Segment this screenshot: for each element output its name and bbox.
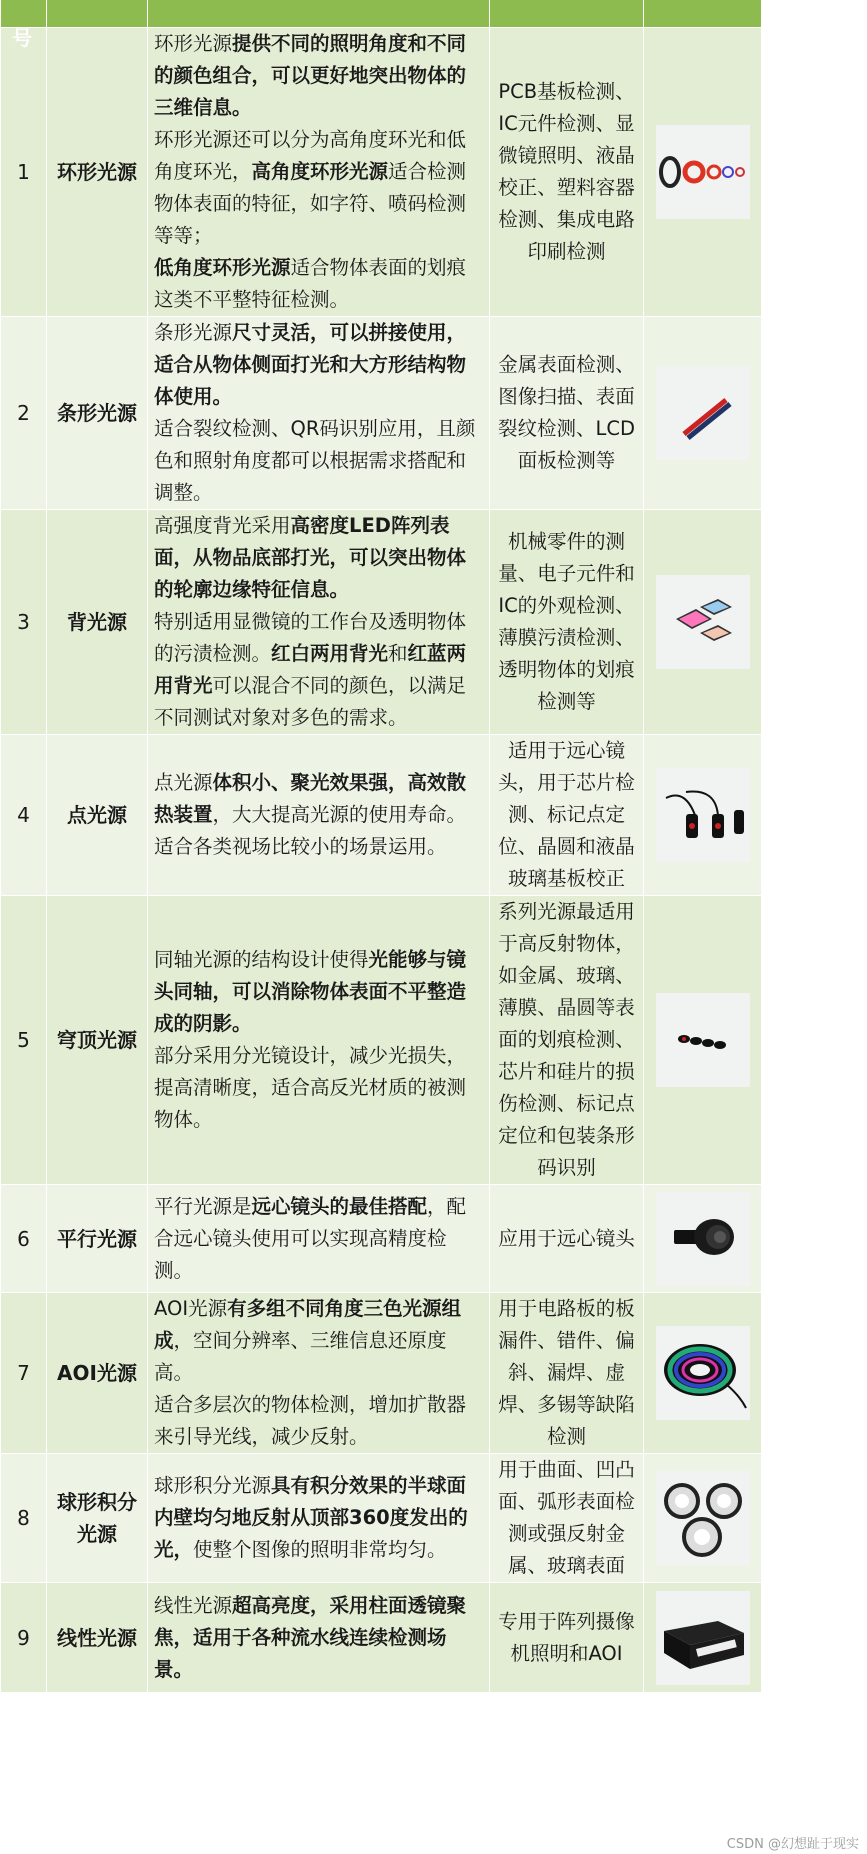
application-cell: 专用于阵列摄像机照明和AOI	[490, 1583, 644, 1693]
application-cell: 金属表面检测、图像扫描、表面裂纹检测、LCD面板检测等	[490, 317, 644, 510]
description-text: 使整个图像的照明非常均匀。	[193, 1538, 447, 1561]
application-cell: 应用于远心镜头	[490, 1185, 644, 1293]
description-paragraph	[154, 1389, 483, 1453]
light-source-name	[47, 28, 148, 317]
description-cell	[148, 28, 490, 317]
description-bold-text: 低角度环形光源	[154, 256, 291, 279]
product-image-cell	[644, 1454, 762, 1583]
description-text: 适合各类视场比较小的场景运用。	[154, 835, 447, 858]
light-source-name-line: 球形积分	[57, 1490, 137, 1514]
row-number: 6	[1, 1185, 47, 1293]
description-text: 同轴光源的结构设计使得	[154, 948, 369, 971]
description-text: 特别适用显微镜的工作台及透明物体的污渍检测。	[154, 610, 467, 665]
parallel-light-photo	[656, 1192, 750, 1286]
header-cell-name	[47, 0, 148, 28]
description-bold-text: 红蓝两用背光	[154, 642, 467, 697]
table-row	[1, 317, 762, 510]
description-paragraph	[154, 510, 483, 606]
row-number: 9	[1, 1583, 47, 1693]
description-paragraph	[154, 767, 483, 831]
light-source-name	[47, 735, 148, 896]
light-source-name-line: 平行光源	[57, 1226, 137, 1251]
header-cell-desc	[148, 0, 490, 28]
description-text: 和	[388, 642, 408, 665]
product-image-cell	[644, 510, 762, 735]
description-bold-text: 高角度环形光源	[251, 160, 389, 183]
row-number: 4	[1, 735, 47, 896]
description-text: 环形光源	[154, 32, 233, 55]
header-cell-app	[490, 0, 644, 28]
line-light-photo	[656, 1591, 750, 1685]
description-paragraph	[154, 317, 483, 413]
product-image-cell	[644, 735, 762, 896]
description-text: 球形积分光源	[154, 1474, 272, 1497]
description-text: 线性光源	[154, 1593, 233, 1617]
light-source-name-line: 条形光源	[57, 401, 137, 425]
light-source-name-line: 点光源	[67, 803, 127, 827]
application-cell: 用于曲面、凹凸面、弧形表面检测或强反射金属、玻璃表面	[490, 1454, 644, 1583]
description-bold-text: 具有积分效果的半球面内壁均匀地反射从顶部360度发出的光，	[154, 1474, 468, 1561]
light-source-name	[47, 896, 148, 1185]
table-row	[1, 896, 762, 1185]
aoi-light-photo	[656, 1326, 750, 1420]
row-number: 1	[1, 28, 47, 317]
description-text: 部分采用分光镜设计，减少光损失，提高清晰度，适合高反光材质的被测物体。	[154, 1044, 467, 1131]
description-paragraph	[154, 944, 483, 1040]
description-cell	[148, 1185, 490, 1293]
light-source-name	[47, 510, 148, 735]
description-paragraph	[154, 413, 483, 509]
light-source-name-line: 背光源	[67, 610, 127, 634]
light-source-name	[47, 1583, 148, 1693]
light-source-name-line: 环形光源	[57, 160, 137, 184]
table-row	[1, 1454, 762, 1583]
description-paragraph	[154, 124, 483, 252]
application-cell: 适用于远心镜头，用于芯片检测、标记点定位、晶圆和液晶玻璃基板校正	[490, 735, 644, 896]
product-image-cell	[644, 28, 762, 317]
application-cell: 用于电路板的板漏件、错件、偏斜、漏焊、虚焊、多锡等缺陷检测	[490, 1293, 644, 1454]
description-paragraph	[154, 1040, 483, 1136]
product-image-cell	[644, 1583, 762, 1693]
description-cell	[148, 1454, 490, 1583]
row-number: 2	[1, 317, 47, 510]
product-image-cell	[644, 1185, 762, 1293]
light-source-name	[47, 1293, 148, 1454]
application-cell: 机械零件的测量、电子元件和IC的外观检测、薄膜污渍检测、透明物体的划痕检测等	[490, 510, 644, 735]
description-text: 点光源	[154, 771, 213, 794]
description-text: 适合多层次的物体检测，增加扩散器来引导光线，减少反射。	[154, 1393, 467, 1448]
description-text: ，配合远心镜头使用可以实现高精度检测。	[154, 1194, 467, 1282]
product-image-cell	[644, 896, 762, 1185]
description-bold-text: 超高亮度，采用柱面透镜聚焦，适用于各种流水线连续检测场景。	[154, 1593, 467, 1681]
row-number: 5	[1, 896, 47, 1185]
description-text: 适合裂纹检测、QR码识别应用，且颜色和照射角度都可以根据需求搭配和调整。	[154, 417, 476, 504]
row-number: 7	[1, 1293, 47, 1454]
description-text: 可以混合不同的颜色，以满足不同测试对象对多色的需求。	[154, 674, 467, 729]
description-bold-text: 红白两用背光	[271, 642, 389, 665]
light-source-name	[47, 1185, 148, 1293]
header-row	[1, 0, 762, 28]
description-cell	[148, 735, 490, 896]
light-source-name-line: 线性光源	[57, 1625, 137, 1650]
description-paragraph	[154, 28, 483, 124]
description-text: 条形光源	[154, 321, 233, 344]
description-bold-text: 体积小、聚光效果强，高效散热装置	[154, 771, 467, 826]
dome-light-photo	[656, 993, 750, 1087]
description-text: 平行光源是	[154, 1194, 252, 1218]
description-paragraph	[154, 1470, 483, 1566]
description-paragraph	[154, 1590, 483, 1686]
description-paragraph	[154, 606, 483, 734]
description-text: 适合检测物体表面的特征，如字符、喷码检测等等；	[154, 160, 467, 247]
bar-light-photo	[656, 366, 750, 460]
header-cell-image	[644, 0, 762, 28]
product-image-cell	[644, 317, 762, 510]
description-paragraph	[154, 252, 483, 316]
application-cell: PCB基板检测、IC元件检测、显微镜照明、液晶校正、塑料容器检测、集成电路印刷检测	[490, 28, 644, 317]
description-bold-text: 尺寸灵活，可以拼接使用，适合从物体侧面打光和大方形结构物体使用。	[154, 321, 467, 408]
row-number: 3	[1, 510, 47, 735]
description-bold-text: 有多组不同角度三色光源组成	[154, 1297, 462, 1352]
table-row	[1, 735, 762, 896]
description-paragraph	[154, 1293, 483, 1389]
application-cell: 系列光源最适用于高反射物体，如金属、玻璃、薄膜、晶圆等表面的划痕检测、芯片和硅片的损伤检测、标记点定位和包装条形码识别	[490, 896, 644, 1185]
description-bold-text: 远心镜头的最佳搭配	[251, 1194, 428, 1218]
watermark: CSDN @幻想趾于现实	[726, 1837, 859, 1852]
table-row	[1, 1185, 762, 1293]
description-cell	[148, 317, 490, 510]
table-row	[1, 1583, 762, 1693]
description-bold-text: 光能够与镜头同轴，可以消除物体表面不平整造成的阴影。	[154, 948, 467, 1035]
table-row	[1, 510, 762, 735]
description-text: 适合物体表面的划痕这类不平整特征检测。	[154, 256, 467, 311]
light-source-name	[47, 1454, 148, 1583]
description-text: 环形光源还可以分为高角度环光和低角度环光，	[154, 128, 467, 183]
integrating-sphere-photo	[656, 1471, 750, 1565]
product-image-cell	[644, 1293, 762, 1454]
description-text: ，大大提高光源的使用寿命。	[212, 803, 467, 826]
table-row	[1, 28, 762, 317]
description-cell	[148, 1293, 490, 1454]
description-cell	[148, 510, 490, 735]
description-bold-text: 提供不同的照明角度和不同的颜色组合，可以更好地突出物体的三维信息。	[154, 32, 467, 119]
table-row	[1, 1293, 762, 1454]
description-paragraph	[154, 1191, 483, 1287]
description-text: ，空间分辨率、三维信息还原度高。	[154, 1329, 447, 1384]
light-source-name-line: 光源	[77, 1522, 117, 1546]
backlight-photo	[656, 575, 750, 669]
light-source-name-line: 穹顶光源	[57, 1028, 137, 1052]
description-text: AOI光源	[154, 1297, 228, 1320]
spot-light-photo	[656, 768, 750, 862]
header-no-label: 号	[12, 26, 32, 50]
description-paragraph	[154, 831, 483, 863]
description-bold-text: 高密度LED阵列表面，从物品底部打光，可以突出物体的轮廓边缘特征信息。	[154, 514, 467, 601]
description-text: 高强度背光采用	[154, 514, 291, 537]
light-source-name-line: AOI光源	[57, 1361, 137, 1385]
light-source-name	[47, 317, 148, 510]
ring-light-photo	[656, 125, 750, 219]
description-cell	[148, 896, 490, 1185]
description-cell	[148, 1583, 490, 1693]
row-number: 8	[1, 1454, 47, 1583]
